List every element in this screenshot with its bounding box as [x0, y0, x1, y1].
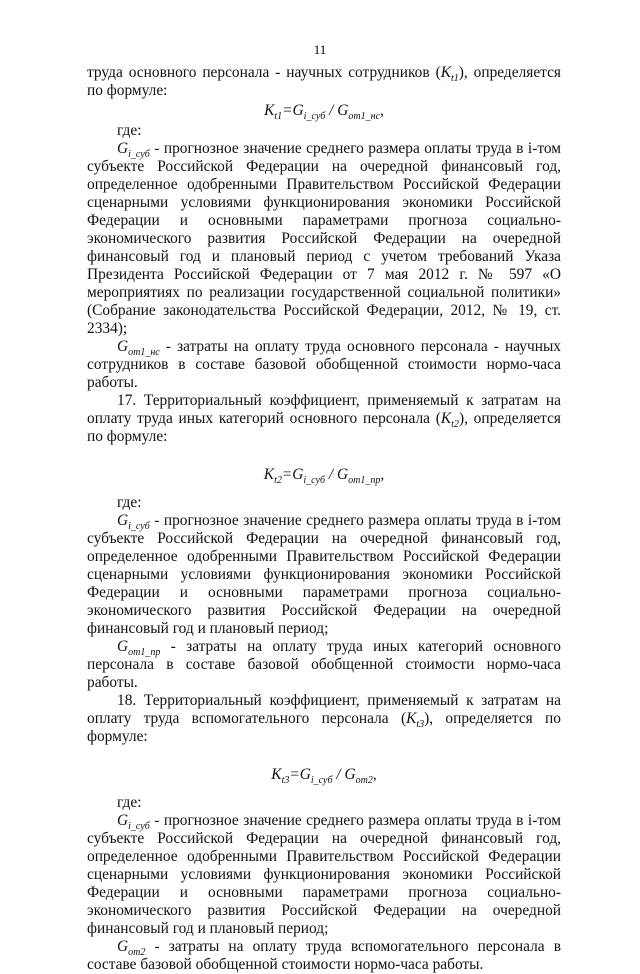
- text: ), определяется по формуле:: [87, 64, 561, 99]
- where-label: где:: [117, 794, 142, 811]
- formula-kt1: $K_{t1}=G_{i\_суб} / G_{от1\_нс}$,: [264, 102, 384, 123]
- spacer: [87, 786, 561, 792]
- definition-g-isub-2: $G_{i\_суб}$ - прогнозное значение среднего размера оплаты труда в i-том субъекте Российской Федерации на очередной финансовый год, определенное одобренными Правительством Российской Федерации сценарными условиями функционирования экономики Российской Федерации и основными параметрами прогноза социально-экономического развития Российской Федерации на очередной финансовый год и плановый период;: [87, 512, 561, 637]
- formula-kt3: $K_{t3}=G_{i\_суб} / G_{от2}$,: [271, 766, 377, 787]
- where-label: где:: [117, 494, 142, 511]
- definition-g-isub-3: $G_{i\_суб}$ - прогнозное значение среднего размера оплаты труда в i-том субъекте Российской Федерации на очередной финансовый год, определенное одобренными Правительством Российской Федерации сценарными условиями функционирования экономики Российской Федерации и основными параметрами прогноза социально-экономического развития Российской Федерации на очередной финансовый год и плановый период;: [87, 812, 561, 937]
- spacer: [87, 486, 561, 492]
- where-label: где:: [117, 122, 142, 139]
- paragraph-18: 18. Территориальный коэффициент, применяемый к затратам на оплату труда вспомогательного персонала $(K_{t3})$, определяется по формуле:: [87, 692, 561, 745]
- spacer: [87, 746, 561, 764]
- document-body: [87, 64, 561, 974]
- definition-g-ot1-nc: $G_{от1\_нс}$ - затраты на оплату труда основного персонала - научных сотрудников в составе базовой обобщенной стоимости нормо-часа работы.: [87, 338, 561, 391]
- page-number: 11: [313, 42, 327, 57]
- spacer: [87, 446, 561, 464]
- k-symbol: $K_{t1}$: [440, 64, 459, 85]
- definition-g-ot1-pr: $G_{от1\_пр}$ - затраты на оплату труда иных категорий основного персонала в составе базовой обобщенной стоимости нормо-часа работы.: [87, 638, 561, 691]
- text: труда основного персонала - научных сотрудников (: [87, 64, 441, 81]
- definition-g-isub: $G_{i\_суб}$ - прогнозное значение среднего размера оплаты труда в i-том субъекте Российской Федерации на очередной финансовый год, определенное одобренными Правительством Российской Федерации сценарными условиями функционирования экономики Российской Федерации и основными параметрами прогноза социально-экономического развития Российской Федерации на очередной финансовый год и плановый период с учетом требований Указа Президента Российской Федерации от 7 мая 2012 г. № 597 «О мероприятиях по реализации государственной социальной политики» (Собрание законодательства Российской Федерации, 2012, № 19, ст. 2334);: [87, 140, 561, 337]
- paragraph-17: 17. Территориальный коэффициент, применяемый к затратам на оплату труда иных категорий основного персонала $(K_{t2})$, определяется по формуле:: [87, 392, 561, 445]
- formula-kt2: $K_{t2}=G_{i\_суб} / G_{от1\_пр}$,: [263, 466, 385, 487]
- paragraph-intro: [87, 64, 561, 100]
- definition-g-ot2: $G_{от2}$ - затраты на оплату труда вспомогательного персонала в составе базовой обобщенной стоимости нормо-часа работы.: [87, 938, 561, 973]
